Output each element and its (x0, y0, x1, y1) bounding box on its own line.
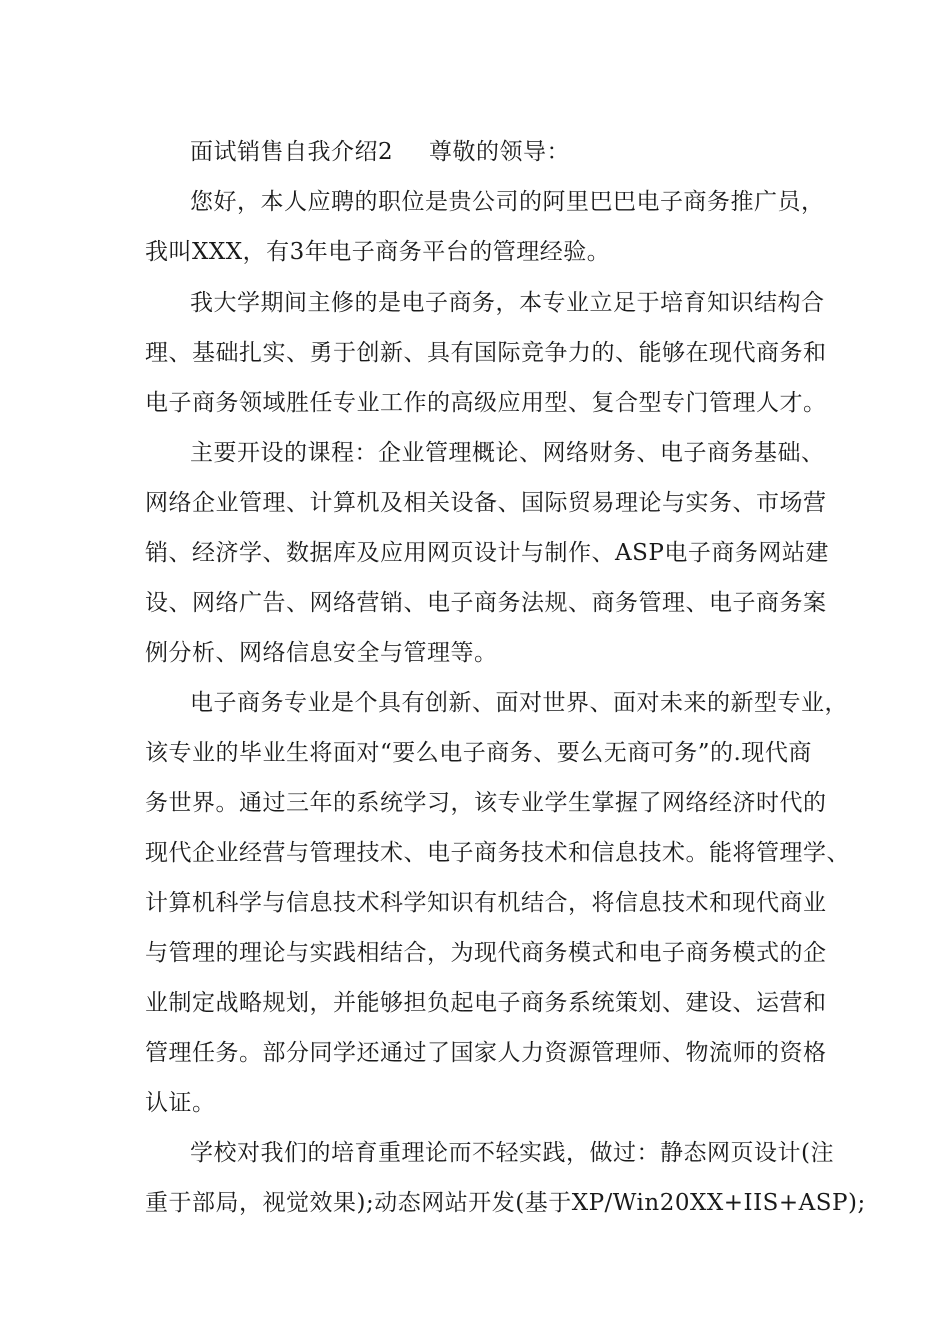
text-line: 主要开设的课程：企业管理概论、网络财务、电子商务基础、 (190, 440, 825, 466)
text-line: 网络企业管理、计算机及相关设备、国际贸易理论与实务、市场营 (145, 490, 827, 516)
text-line: 重于部局，视觉效果);动态网站开发(基于XP/Win20XX+IIS+ASP); (145, 1190, 866, 1216)
document-title: 面试销售自我介绍2 (190, 139, 394, 165)
text-line: 理、基础扎实、勇于创新、具有国际竞争力的、能够在现代商务和 (145, 340, 827, 366)
text-line: 电子商务领域胜任专业工作的高级应用型、复合型专门管理人才。 (145, 390, 827, 416)
text-line: 销、经济学、数据库及应用网页设计与制作、ASP电子商务网站建 (145, 540, 829, 566)
text-line: 电子商务专业是个具有创新、面对世界、面对未来的新型专业， (190, 690, 848, 716)
text-line: 务世界。通过三年的系统学习，该专业学生掌握了网络经济时代的 (145, 790, 827, 816)
text-line: 我叫XXX，有3年电子商务平台的管理经验。 (145, 239, 611, 265)
text-line: 我大学期间主修的是电子商务，本专业立足于培育知识结构合 (190, 290, 825, 316)
text-line: 学校对我们的培育重理论而不轻实践，做过：静态网页设计(注 (190, 1140, 834, 1166)
text-line: 现代企业经营与管理技术、电子商务技术和信息技术。能将管理学、 (145, 840, 850, 866)
text-line: 管理任务。部分同学还通过了国家人力资源管理师、物流师的资格 (145, 1040, 827, 1066)
text-line: 业制定战略规划，并能够担负起电子商务系统策划、建设、运营和 (145, 990, 827, 1016)
text-line: 例分析、网络信息安全与管理等。 (145, 640, 498, 666)
text-line: 与管理的理论与实践相结合，为现代商务模式和电子商务模式的企 (145, 940, 827, 966)
text-line: 该专业的毕业生将面对“要么电子商务、要么无商可务”的.现代商 (145, 740, 812, 766)
text-line: 您好，本人应聘的职位是贵公司的阿里巴巴电子商务推广员， (190, 189, 825, 215)
text-line: 认证。 (145, 1090, 216, 1116)
text-line: 计算机科学与信息技术科学知识有机结合，将信息技术和现代商业 (145, 890, 827, 916)
text-line: 设、网络广告、网络营销、电子商务法规、商务管理、电子商务案 (145, 590, 827, 616)
salutation: 尊敬的领导： (429, 139, 570, 165)
